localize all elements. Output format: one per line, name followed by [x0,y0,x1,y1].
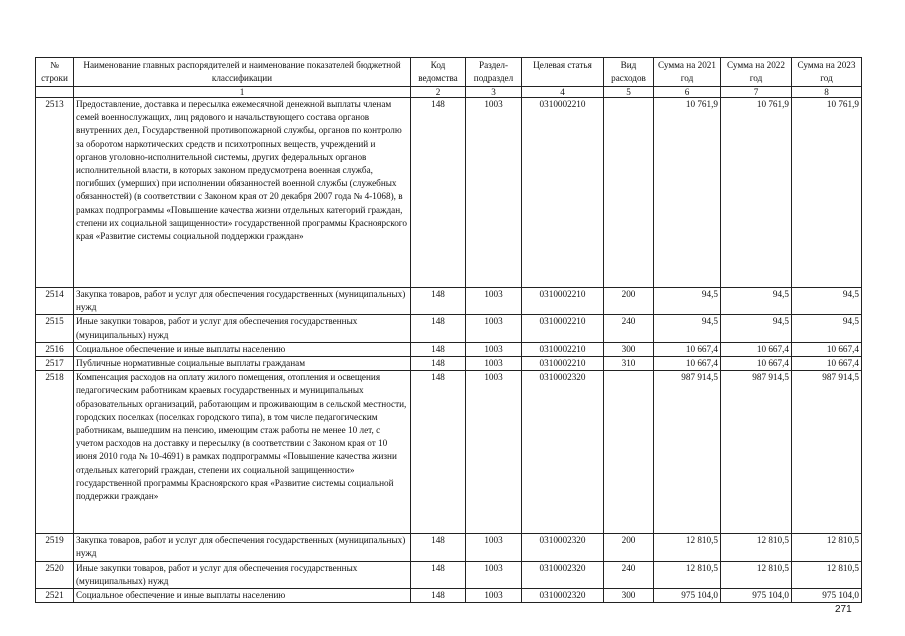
row-number: 2517 [36,357,74,371]
row-name: Компенсация расходов на оплату жилого помещения, отопления и освещения педагогическим работникам краевых государственных и муниципальных образовательных организаций, работающим и проживающим в сельской местности, городских поселках (поселках городского типа), в том числе педагогическим работникам, вышедшим на пенсию, имеющим стаж работы не менее 10 лет, с учетом расходов на доставку и пересылку (в соответствии с Законом края от 10 июня 2010 года № 10-4691) в рамках подпрограммы «Повышение качества жизни отдельных категорий граждан, степени их социальной защищенности» государственной программы Красноярского края «Развитие системы социальной поддержки граждан» [74,371,411,534]
table-row [36,98,862,288]
header-section: Раздел-подраздел [466,58,522,87]
row-number: 2519 [36,534,74,561]
row-code: 148 [411,534,466,561]
row-target: 0310002210 [522,357,604,371]
row-name: Публичные нормативные социальные выплаты гражданам [74,357,411,371]
row-type [604,371,654,534]
header-target: Целевая статья [522,58,604,87]
row-sum-2023: 12 810,5 [792,534,862,561]
row-sum-2021: 10 667,4 [654,342,721,356]
row-code: 148 [411,315,466,342]
colnum-7: 7 [721,87,792,98]
row-sum-2021: 10 667,4 [654,357,721,371]
column-number-row [36,87,862,98]
row-number: 2518 [36,371,74,534]
row-name: Социальное обеспечение и иные выплаты населению [74,589,411,603]
row-sum-2022: 975 104,0 [721,589,792,603]
row-code: 148 [411,98,466,288]
row-number: 2520 [36,561,74,588]
row-code: 148 [411,589,466,603]
row-target: 0310002210 [522,288,604,315]
row-sum-2023: 94,5 [792,288,862,315]
row-sum-2022: 12 810,5 [721,534,792,561]
row-target: 0310002320 [522,561,604,588]
row-sum-2023: 94,5 [792,315,862,342]
row-type: 200 [604,288,654,315]
row-type: 300 [604,342,654,356]
page-number: 271 [835,604,852,615]
row-sum-2021: 94,5 [654,315,721,342]
row-name: Иные закупки товаров, работ и услуг для обеспечения государственных (муниципальных) нужд [74,315,411,342]
row-code: 148 [411,342,466,356]
colnum-0 [36,87,74,98]
row-sum-2021: 12 810,5 [654,561,721,588]
row-section: 1003 [466,288,522,315]
row-section: 1003 [466,561,522,588]
row-sum-2023: 987 914,5 [792,371,862,534]
colnum-8: 8 [792,87,862,98]
header-sum-2021: Сумма на 2021 год [654,58,721,87]
colnum-1: 1 [74,87,411,98]
row-sum-2021: 94,5 [654,288,721,315]
header-sum-2023: Сумма на 2023 год [792,58,862,87]
header-type: Вид расходов [604,58,654,87]
row-sum-2021: 987 914,5 [654,371,721,534]
row-target: 0310002210 [522,342,604,356]
row-section: 1003 [466,357,522,371]
row-number: 2515 [36,315,74,342]
row-sum-2021: 975 104,0 [654,589,721,603]
row-section: 1003 [466,315,522,342]
row-section: 1003 [466,534,522,561]
row-type: 310 [604,357,654,371]
row-number: 2513 [36,98,74,288]
table-row [36,371,862,534]
row-sum-2023: 12 810,5 [792,561,862,588]
row-type: 240 [604,561,654,588]
row-section: 1003 [466,342,522,356]
row-type: 300 [604,589,654,603]
header-row-number: № строки [36,58,74,87]
row-sum-2022: 10 667,4 [721,342,792,356]
row-sum-2022: 10 667,4 [721,357,792,371]
row-code: 148 [411,357,466,371]
table-row [36,357,862,371]
row-name: Предоставление, доставка и пересылка ежемесячной денежной выплаты членам семей военнослужащих, лиц рядового и начальствующего состава органов внутренних дел, Государственной противопожарной службы, органов по контролю за оборотом наркотических средств и психотропных веществ, учреждений и органов уголовно-исполнительной системы, других федеральных органов исполнительной власти, в которых законом предусмотрена военная служба, погибших (умерших) при исполнении обязанностей военной службы (служебных обязанностей) (в соответствии с Законом края от 20 декабря 2007 года № 4-1068), в рамках подпрограммы «Повышение качества жизни отдельных категорий граждан, степени их социальной защищенности» государственной программы Красноярского края «Развитие системы социальной поддержки граждан» [74,98,411,288]
row-type: 200 [604,534,654,561]
row-name: Закупка товаров, работ и услуг для обеспечения государственных (муниципальных) нужд [74,288,411,315]
row-number: 2516 [36,342,74,356]
row-section: 1003 [466,589,522,603]
row-number: 2521 [36,589,74,603]
table-row [36,288,862,315]
row-sum-2022: 12 810,5 [721,561,792,588]
header-code: Код ведомства [411,58,466,87]
table-row [36,342,862,356]
header-sum-2022: Сумма на 2022 год [721,58,792,87]
colnum-6: 6 [654,87,721,98]
colnum-3: 3 [466,87,522,98]
row-sum-2022: 94,5 [721,288,792,315]
budget-table [35,57,862,603]
row-sum-2022: 10 761,9 [721,98,792,288]
table-row [36,315,862,342]
row-sum-2023: 975 104,0 [792,589,862,603]
row-code: 148 [411,288,466,315]
row-sum-2022: 987 914,5 [721,371,792,534]
table-row [36,589,862,603]
row-section: 1003 [466,98,522,288]
row-sum-2023: 10 667,4 [792,342,862,356]
colnum-4: 4 [522,87,604,98]
row-sum-2023: 10 667,4 [792,357,862,371]
row-type [604,98,654,288]
header-row [36,58,862,87]
row-sum-2021: 10 761,9 [654,98,721,288]
row-target: 0310002320 [522,371,604,534]
row-code: 148 [411,371,466,534]
colnum-5: 5 [604,87,654,98]
row-name: Иные закупки товаров, работ и услуг для обеспечения государственных (муниципальных) нужд [74,561,411,588]
row-name: Социальное обеспечение и иные выплаты населению [74,342,411,356]
row-target: 0310002210 [522,315,604,342]
row-target: 0310002320 [522,534,604,561]
table-row [36,534,862,561]
row-code: 148 [411,561,466,588]
row-name: Закупка товаров, работ и услуг для обеспечения государственных (муниципальных) нужд [74,534,411,561]
row-target: 0310002320 [522,589,604,603]
row-sum-2021: 12 810,5 [654,534,721,561]
row-section: 1003 [466,371,522,534]
table-row [36,561,862,588]
row-target: 0310002210 [522,98,604,288]
colnum-2: 2 [411,87,466,98]
header-name: Наименование главных распорядителей и наименование показателей бюджетной классификации [74,58,411,87]
row-type: 240 [604,315,654,342]
row-sum-2023: 10 761,9 [792,98,862,288]
row-sum-2022: 94,5 [721,315,792,342]
row-number: 2514 [36,288,74,315]
